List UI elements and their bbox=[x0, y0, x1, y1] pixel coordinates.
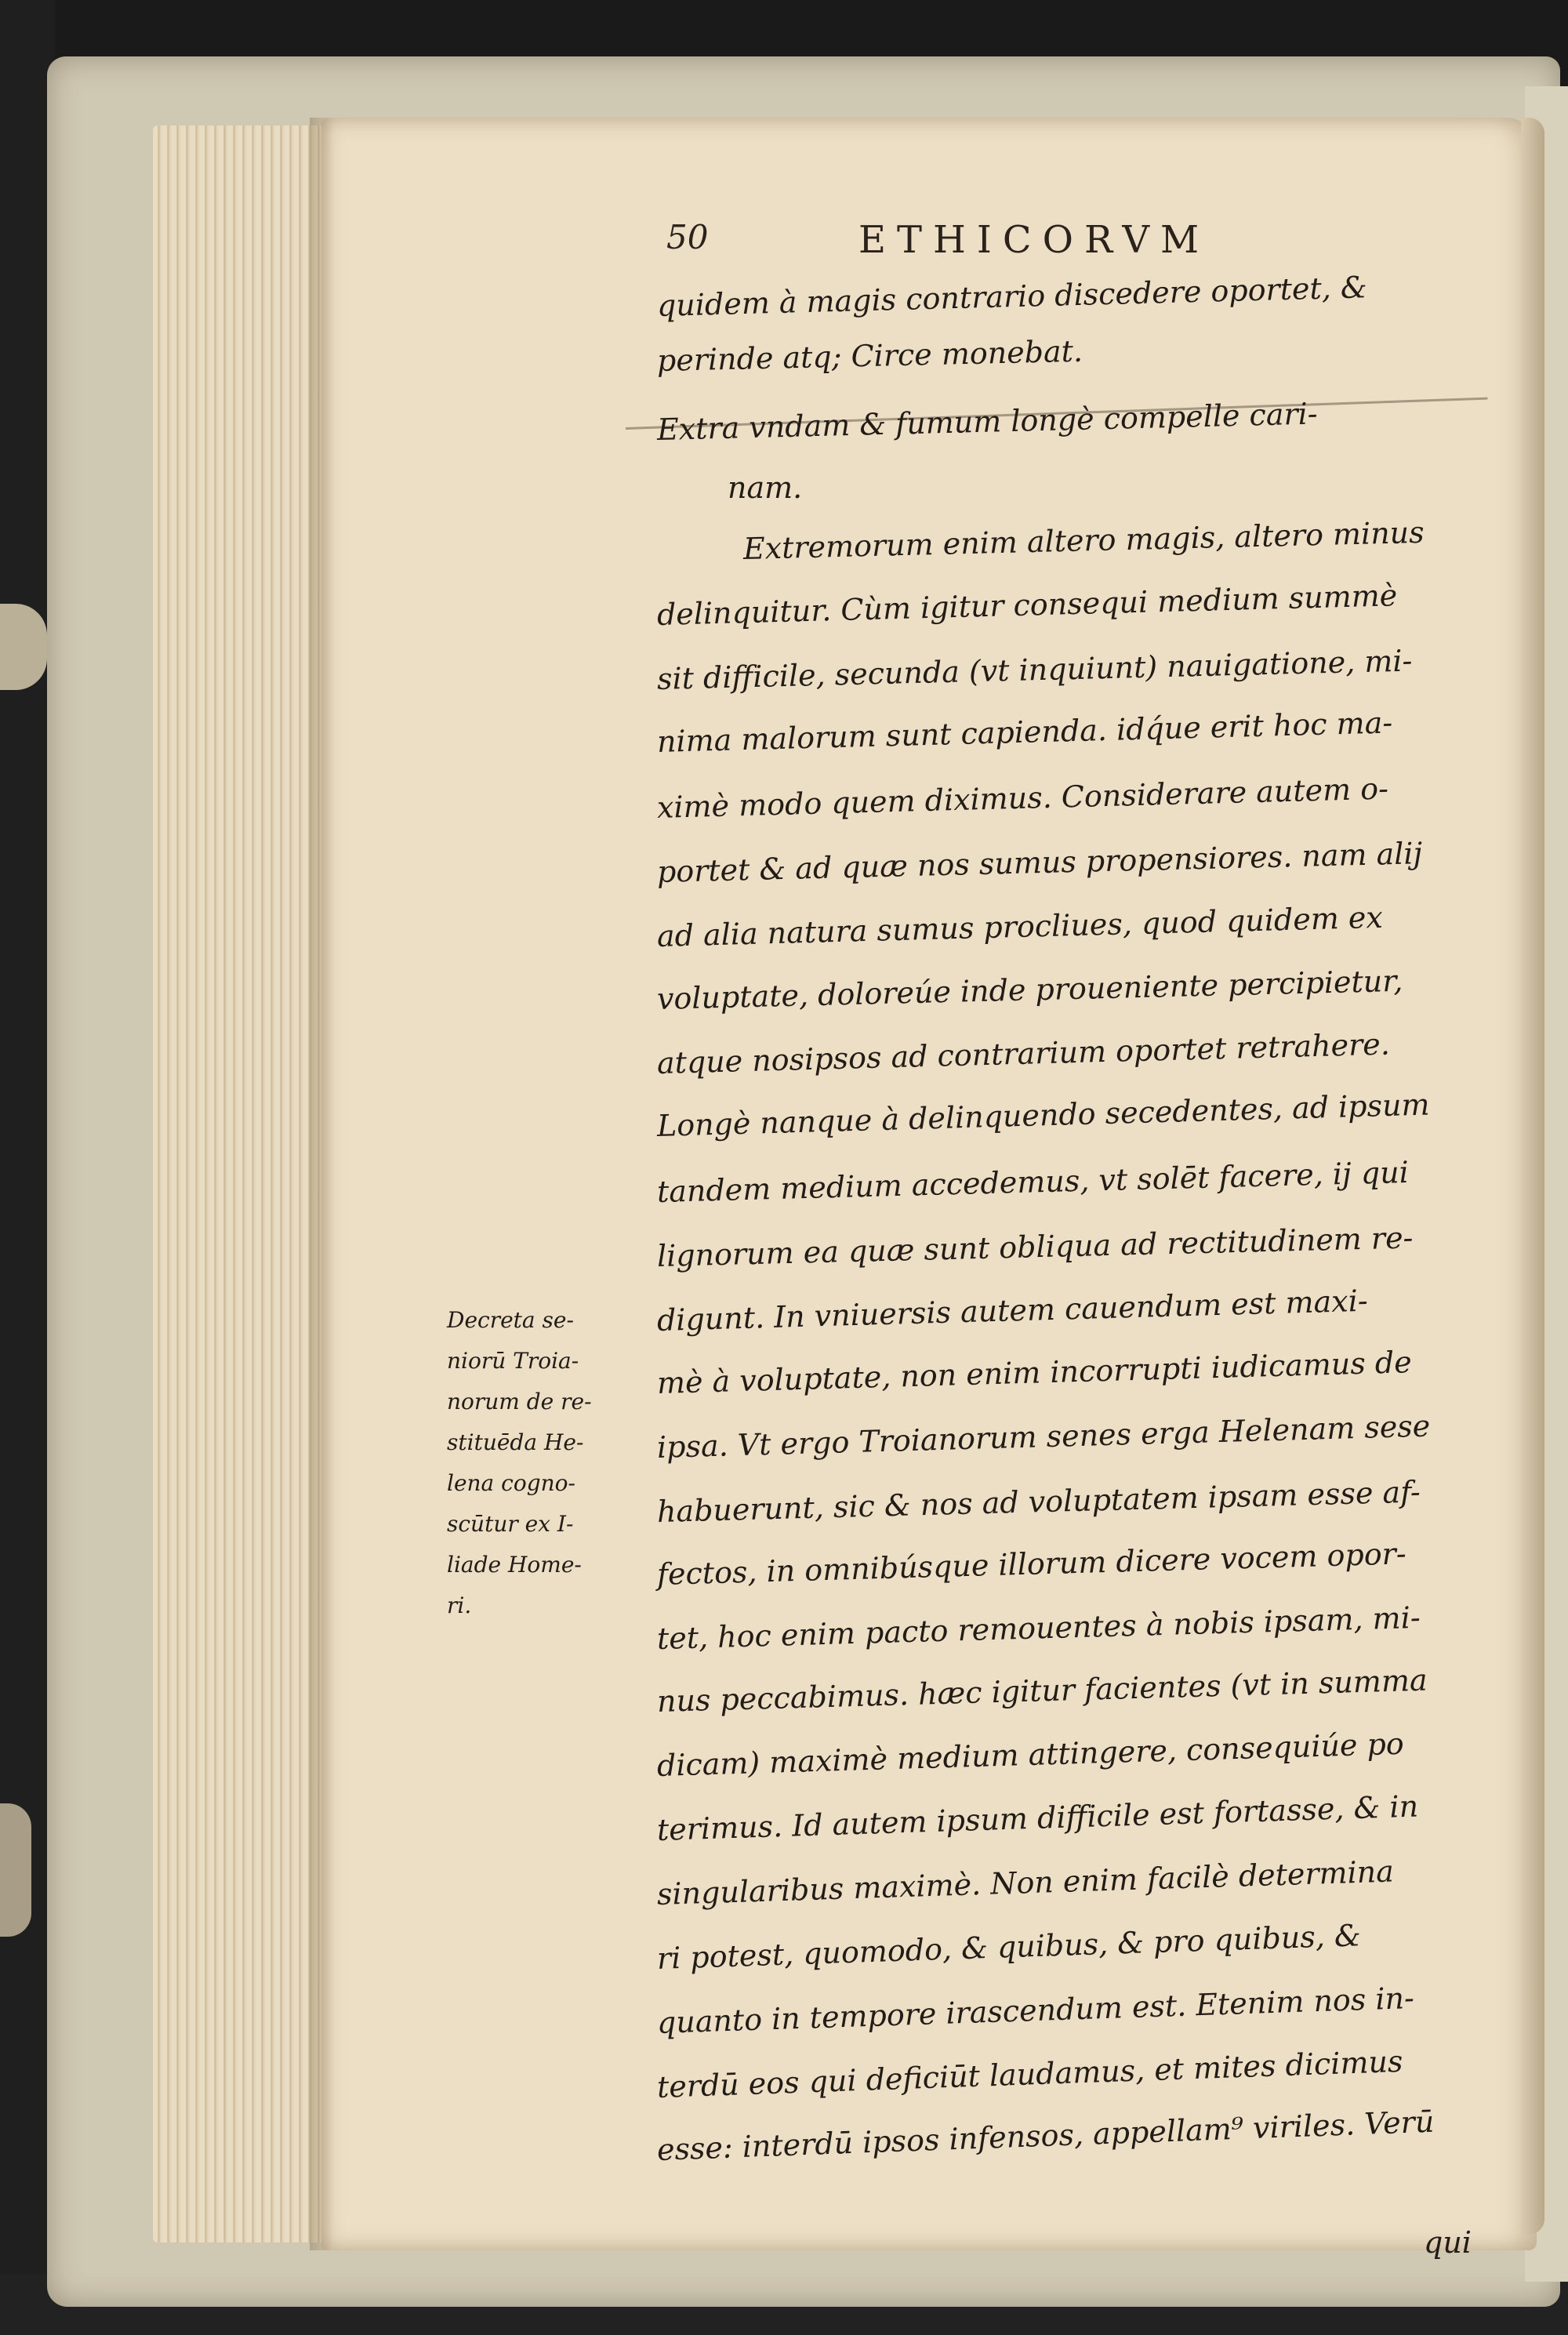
text-line: nima malorum sunt capienda. idq́ue erit hoc ma- bbox=[656, 705, 1393, 759]
text-line: Extra vndam & fumum longè compelle cari- bbox=[656, 396, 1319, 447]
text-line: lignorum ea quæ sunt obliqua ad rectitudinem re- bbox=[656, 1220, 1414, 1273]
binding-tie bbox=[0, 604, 47, 690]
marginal-note-line: stituēda He- bbox=[447, 1429, 584, 1455]
text-line: terimus. Id autem ipsum difficile est fortasse, & in bbox=[656, 1788, 1419, 1847]
text-line: nus peccabimus. hæc igitur facientes (vt in summa bbox=[656, 1662, 1428, 1719]
text-line: terdū eos qui deficiūt laudamus, et mites dicimus bbox=[656, 2043, 1404, 2104]
marginal-note-line: scūtur ex I- bbox=[447, 1511, 574, 1537]
text-line: perinde atq; Circe monebat. bbox=[656, 333, 1083, 378]
text-line: Extremorum enim altero magis, altero minus bbox=[742, 514, 1425, 566]
text-line: ximè modo quem diximus. Considerare autem o- bbox=[656, 771, 1389, 825]
text-line: digunt. In vniuersis autem cauendum est maxi- bbox=[656, 1283, 1369, 1338]
gutter-shadow bbox=[310, 118, 333, 2250]
text-line: esse: interdū ipsos infensos, appellam⁹ viriles. Verū bbox=[656, 2104, 1435, 2167]
running-title: ETHICORVM bbox=[858, 218, 1210, 262]
marginal-note-line: ri. bbox=[447, 1592, 472, 1618]
catchword: qui bbox=[1424, 2225, 1472, 2260]
binding-tie-lower bbox=[0, 1803, 31, 1937]
text-line: atque nosipsos ad contrarium oportet retrahere. bbox=[656, 1026, 1391, 1080]
marginal-note-line: niorū Troia- bbox=[447, 1348, 579, 1374]
text-line: ipsa. Vt ergo Troianorum senes erga Helenam sese bbox=[656, 1408, 1431, 1465]
text-line: portet & ad quæ nos sumus propensiores. nam alij bbox=[656, 836, 1423, 889]
text-line: habuerunt, sic & nos ad voluptatem ipsam esse af- bbox=[656, 1474, 1421, 1529]
marginal-note-line: liade Home- bbox=[447, 1552, 582, 1578]
text-line: fectos, in omnibúsque illorum dicere vocem opor- bbox=[656, 1536, 1407, 1592]
text-line: delinquitur. Cùm igitur consequi medium summè bbox=[656, 578, 1398, 632]
text-line: ad alia natura sumus procliues, quod quidem ex bbox=[656, 899, 1384, 953]
text-line: sit difficile, secunda (vt inquiunt) nauigatione, mi- bbox=[656, 643, 1413, 696]
marginal-note-line: lena cogno- bbox=[447, 1470, 575, 1496]
text-line: tandem medium accedemus, vt solēt facere, ij qui bbox=[656, 1154, 1410, 1209]
text-line: quanto in tempore irascendum est. Etenim nos in- bbox=[656, 1980, 1415, 2040]
page-number: 50 bbox=[666, 218, 709, 256]
text-line: quidem à magis contrario discedere oportet, & bbox=[656, 270, 1368, 323]
text-line: tet, hoc enim pacto remouentes à nobis ipsam, mi- bbox=[656, 1600, 1421, 1656]
text-line: mè à voluptate, non enim incorrupti iudicamus de bbox=[656, 1345, 1413, 1400]
marginal-note-line: norum de re- bbox=[447, 1389, 592, 1414]
text-line: ri potest, quomodo, & quibus, & pro quibus, & bbox=[656, 1918, 1362, 1976]
text-line: Longè nanque à delinquendo secedentes, ad ipsum bbox=[656, 1087, 1431, 1143]
text-line: singularibus maximè. Non enim facilè determina bbox=[656, 1854, 1395, 1912]
page-gutter-curl bbox=[1521, 118, 1544, 2235]
page-edges bbox=[153, 125, 329, 2242]
text-line: nam. bbox=[728, 470, 803, 505]
text-line: dicam) maximè medium attingere, consequiúe po bbox=[656, 1726, 1405, 1783]
marginal-note-line: Decreta se- bbox=[447, 1307, 574, 1333]
text-line: voluptate, doloreúe inde proueniente percipietur, bbox=[656, 963, 1403, 1016]
